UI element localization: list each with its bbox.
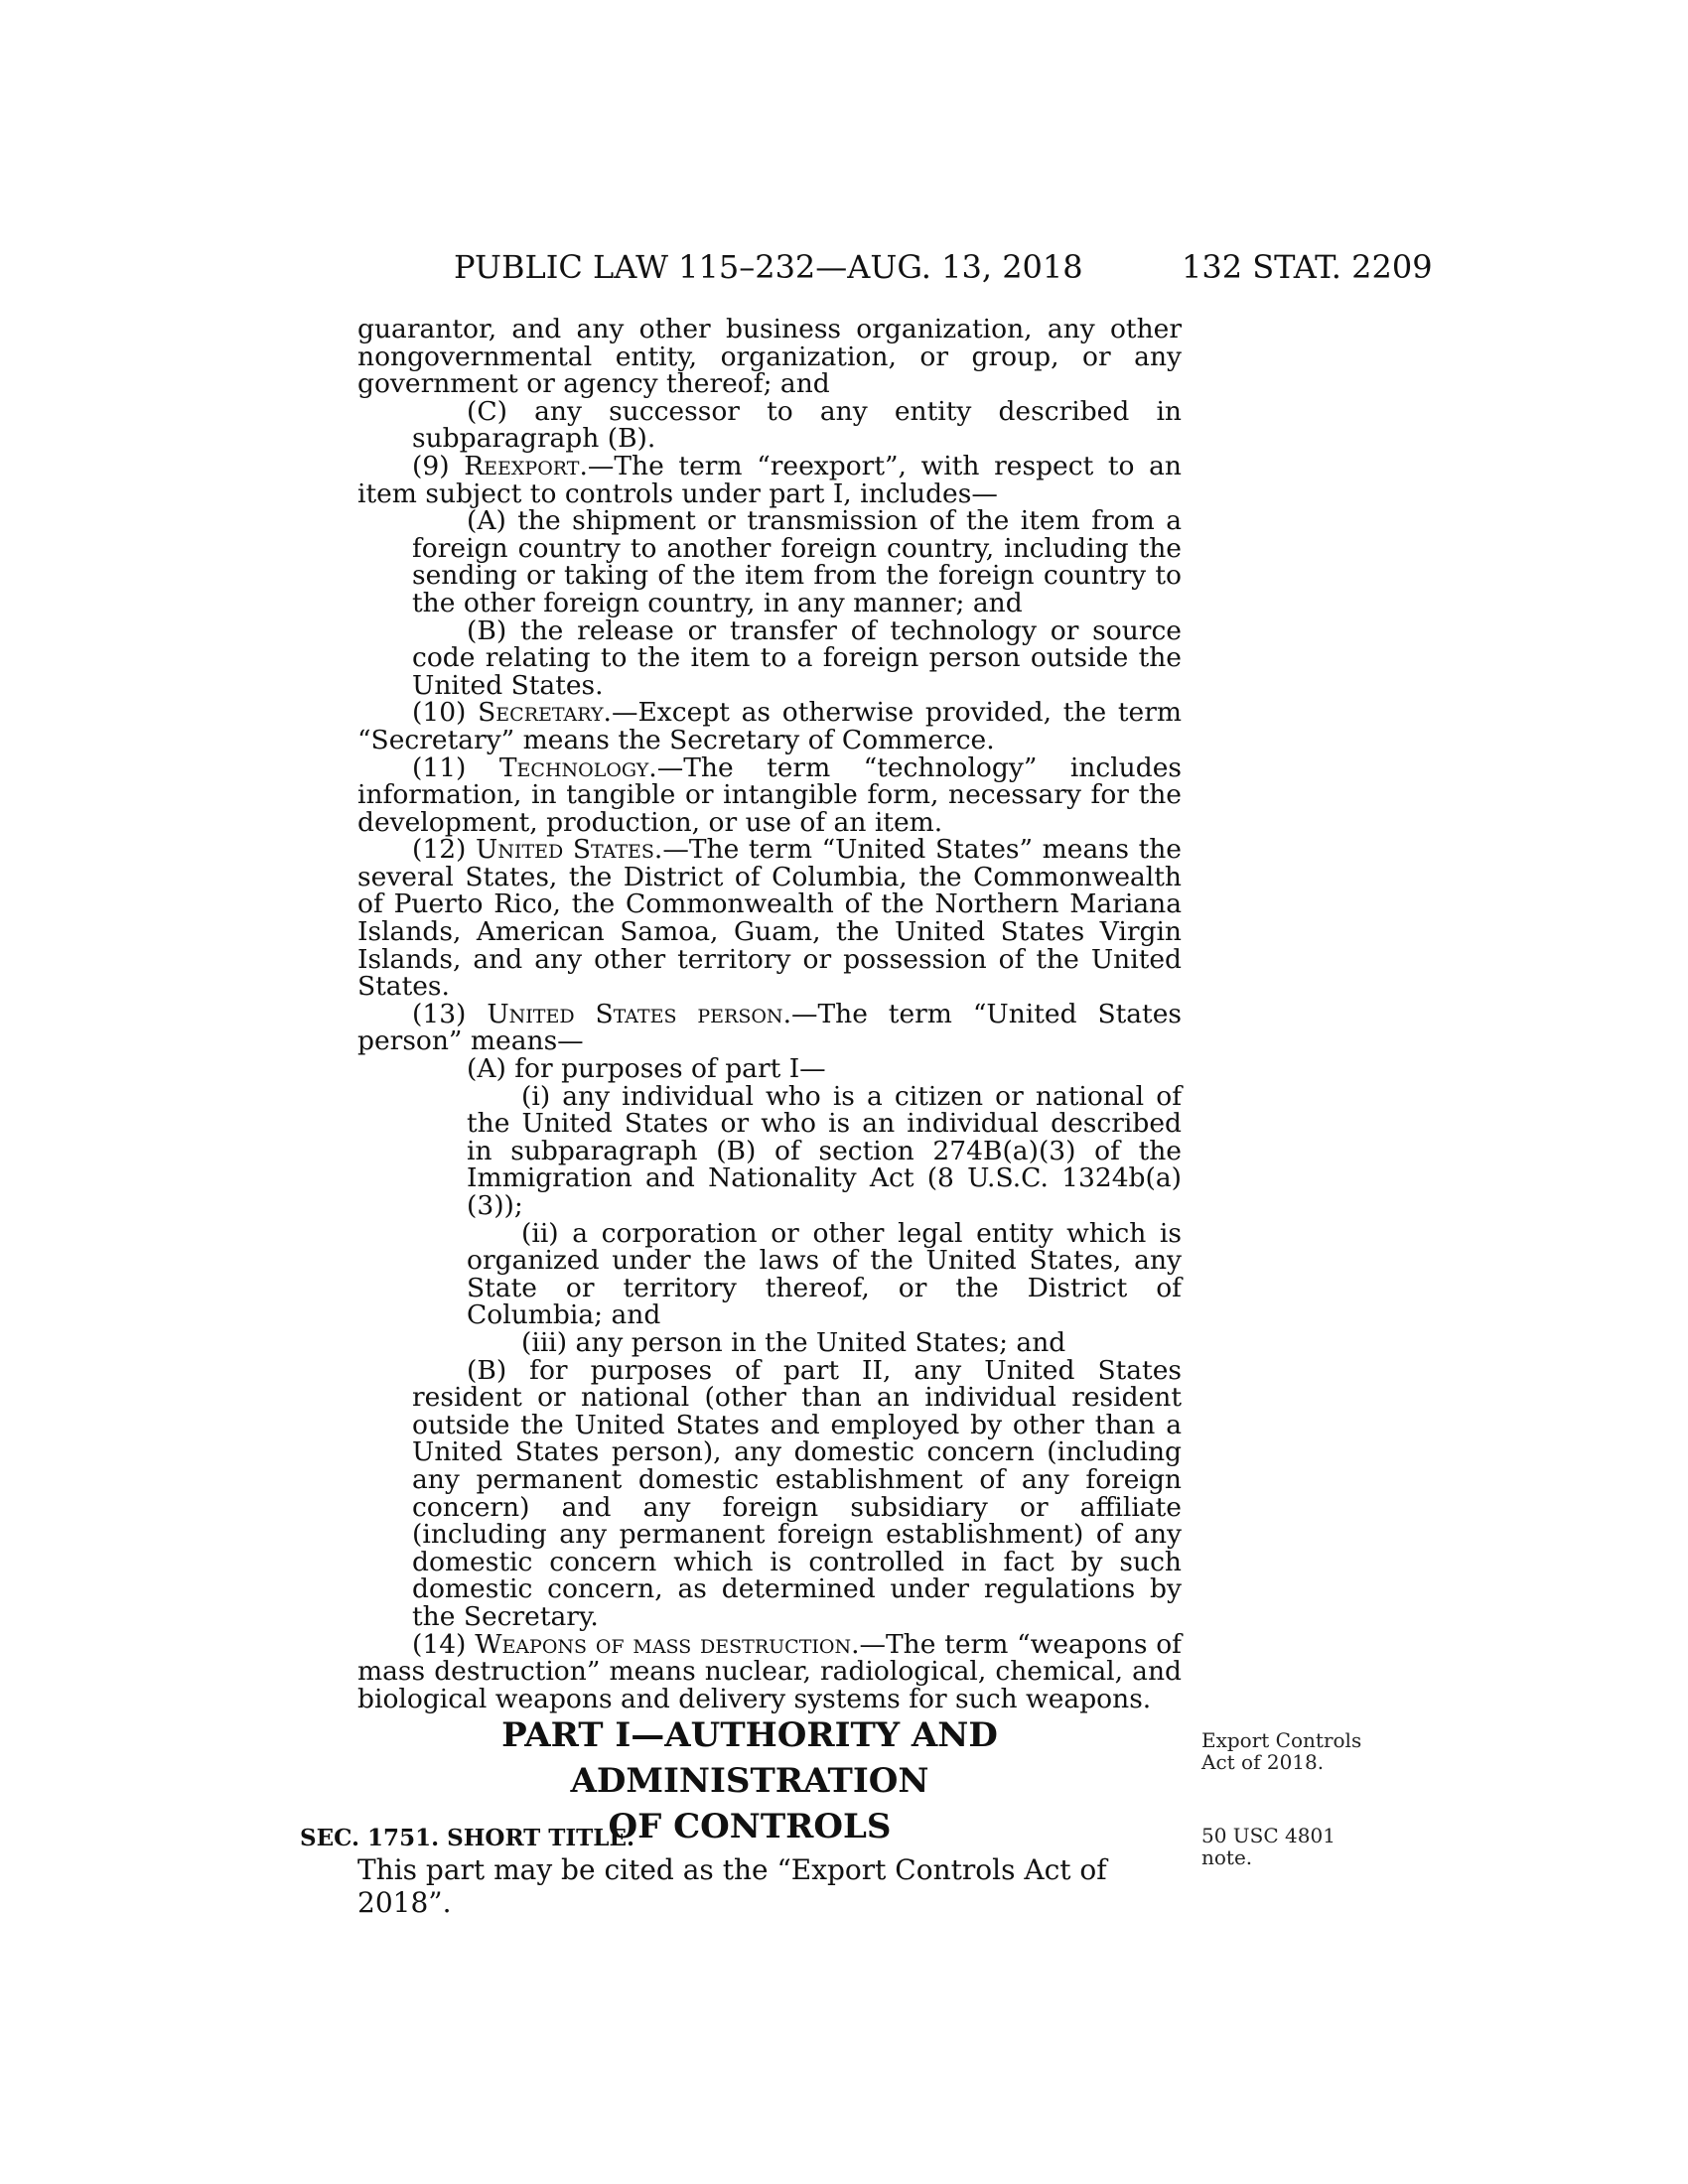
margin-note-line: 50 USC 4801 bbox=[1201, 1824, 1336, 1847]
part-heading-line2: OF CONTROLS bbox=[608, 1807, 892, 1846]
paragraph-number: (13) bbox=[412, 998, 467, 1029]
paragraph-11 bbox=[357, 751, 1182, 838]
running-header-left: PUBLIC LAW 115–232—AUG. 13, 2018 bbox=[454, 248, 1083, 286]
paragraph-13a-iii: (iii) any person in the United States; and bbox=[521, 1326, 1066, 1358]
defined-term: United States bbox=[476, 834, 654, 866]
paragraph-9a: (A) the shipment or transmission of the item from a foreign country to another foreign country, including the sending or taking of the item from the foreign country to the other foreign country, in any manner; and bbox=[412, 505, 1182, 618]
margin-note-line: Export Controls bbox=[1201, 1728, 1362, 1752]
paragraph-number: (14) bbox=[412, 1628, 467, 1660]
paragraph-13a-i: (i) any individual who is a citizen or national of the United States or who is an individual described in subparagraph (B) of section 274B(a)(3) of the Immigration and Nationality Act (8 U.S.C. 1324b(a)(3)); bbox=[467, 1080, 1182, 1221]
defined-term: Reexport bbox=[464, 450, 580, 481]
paragraph-13a: (A) for purposes of part I— bbox=[467, 1053, 826, 1085]
definition-text: .—Except as otherwise provided, the term “Secretary” means the Secretary of Commerce. bbox=[357, 697, 1182, 755]
defined-term: Technology bbox=[498, 751, 649, 783]
margin-note-usc bbox=[1201, 1825, 1336, 1868]
section-heading: SEC. 1751. SHORT TITLE. bbox=[300, 1825, 634, 1851]
definition-text: .—The term “weapons of mass destruction” means nuclear, radiological, chemical, and biological weapons and delivery systems for such weapons. bbox=[357, 1628, 1182, 1714]
margin-note-short-title bbox=[1201, 1729, 1361, 1773]
paragraph-12 bbox=[357, 836, 1182, 1001]
defined-term: United States person bbox=[487, 998, 783, 1029]
margin-note-line: Act of 2018. bbox=[1201, 1750, 1325, 1774]
paragraph-number: (12) bbox=[412, 834, 467, 866]
definition-text: .—The term “United States” means the several States, the District of Columbia, the Commonwealth of Puerto Rico, the Commonwealth of the Northern Mariana Islands, American Samoa, Guam, the United States Virgin Islands, and any other territory or possession of the United States. bbox=[357, 834, 1182, 1003]
part-heading-line1: PART I—AUTHORITY AND ADMINISTRATION bbox=[501, 1715, 998, 1801]
paragraph-14 bbox=[357, 1628, 1182, 1714]
paragraph-8c: (C) any successor to any entity described in subparagraph (B). bbox=[412, 395, 1182, 455]
section-text: This part may be cited as the “Export Controls Act of 2018”. bbox=[357, 1853, 1107, 1919]
defined-term: Weapons of mass destruction bbox=[475, 1628, 852, 1660]
paragraph-number: (10) bbox=[412, 697, 467, 729]
paragraph-10 bbox=[357, 699, 1182, 753]
paragraph-13a-ii: (ii) a corporation or other legal entity which is organized under the laws of the United States, any State or territory thereof, or the District of Columbia; and bbox=[467, 1217, 1182, 1331]
paragraph-continuation: guarantor, and any other business organization, any other nongovernmental entity, organization, or group, or any government or agency thereof; and bbox=[357, 314, 1182, 400]
margin-note-line: note. bbox=[1201, 1845, 1253, 1869]
defined-term: Secretary bbox=[478, 697, 604, 729]
definition-text: .—The term “reexport”, with respect to an item subject to controls under part I, includes— bbox=[357, 450, 1182, 509]
paragraph-9b: (B) the release or transfer of technology or source code relating to the item to a foreign person outside the United States. bbox=[412, 614, 1182, 701]
definition-text: .—The term “United States person” means— bbox=[357, 998, 1182, 1057]
page-citation: 132 STAT. 2209 bbox=[1182, 248, 1433, 286]
paragraph-number: (9) bbox=[412, 450, 450, 481]
paragraph-9 bbox=[357, 450, 1182, 509]
definition-text: .—The term “technology” includes information, in tangible or intangible form, necessary for the development, production, or use of an item. bbox=[357, 751, 1182, 838]
paragraph-13 bbox=[357, 998, 1182, 1057]
paragraph-13b: (B) for purposes of part II, any United States resident or national (other than an individual resident outside the United States and employed by other than a United States person), any domestic concern (including any permanent domestic establishment of any foreign concern) and any foreign subsidiary or affiliate (including any permanent foreign establishment) of any domestic concern which is controlled in fact by such domestic concern, as determined under regulations by the Secretary. bbox=[412, 1354, 1182, 1632]
body-text bbox=[357, 316, 1182, 1712]
paragraph-number: (11) bbox=[412, 751, 467, 783]
